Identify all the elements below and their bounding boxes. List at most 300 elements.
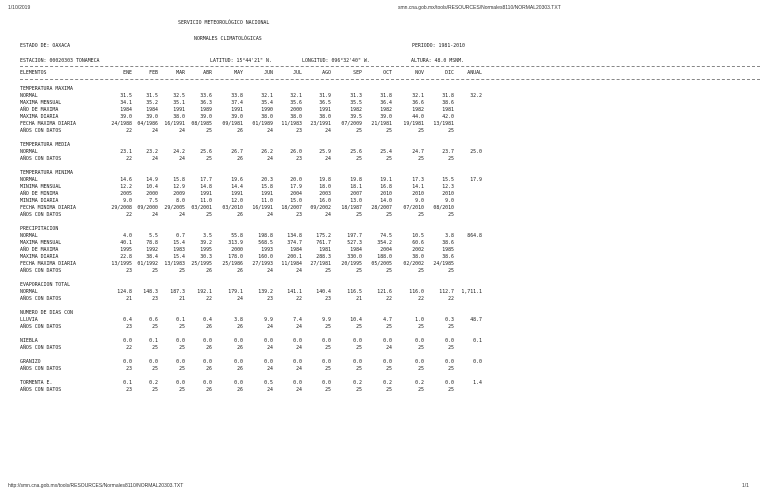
table-cell: 26 — [206, 366, 212, 372]
table-cell: 23 — [325, 296, 331, 302]
table-cell: 24 — [296, 366, 302, 372]
table-cell: 01/1989 — [252, 121, 273, 127]
table-cell: 26 — [237, 345, 243, 351]
table-cell: 0.5 — [264, 380, 273, 386]
table-cell: 0.3 — [445, 317, 454, 323]
table-cell: 0.2 — [149, 380, 158, 386]
table-cell: 13.0 — [350, 198, 362, 204]
table-cell: 25 — [206, 156, 212, 162]
table-cell: 22 — [386, 296, 392, 302]
table-cell: 24 — [267, 128, 273, 134]
column-header: SEP — [353, 70, 362, 76]
table-row — [0, 226, 768, 233]
row-label: MAXIMA DIARIA — [20, 114, 59, 120]
table-cell: 24 — [237, 296, 243, 302]
table-cell: 31.9 — [319, 93, 331, 99]
table-cell: 29/2005 — [164, 205, 185, 211]
table-cell: 25 — [356, 345, 362, 351]
table-cell: 16/1991 — [164, 121, 185, 127]
table-cell: 10.4 — [350, 317, 362, 323]
table-cell: 25 — [386, 156, 392, 162]
row-label: AÑOS CON DATOS — [20, 268, 62, 274]
row-label: AÑOS CON DATOS — [20, 387, 62, 393]
row-label: GRANIZO — [20, 359, 41, 365]
table-cell: 0.0 — [123, 359, 132, 365]
table-cell: 0.0 — [293, 359, 302, 365]
row-label: NORMAL — [20, 177, 38, 183]
table-cell: 2002 — [412, 247, 424, 253]
row-label: AÑOS CON DATOS — [20, 366, 62, 372]
table-cell: 0.0 — [264, 338, 273, 344]
table-cell: 0.0 — [445, 359, 454, 365]
table-row — [0, 261, 768, 268]
table-cell: 0.0 — [322, 338, 331, 344]
table-cell: 25/1986 — [222, 261, 243, 267]
table-cell: 60.6 — [412, 240, 424, 246]
table-cell: 25 — [418, 268, 424, 274]
table-cell: 19.8 — [319, 177, 331, 183]
table-cell: 21 — [356, 296, 362, 302]
table-cell: 25 — [325, 387, 331, 393]
table-row — [0, 352, 768, 359]
table-cell: 23/1991 — [310, 121, 331, 127]
table-cell: 3.5 — [203, 233, 212, 239]
table-cell: 28/2007 — [371, 205, 392, 211]
table-cell: 7.5 — [149, 198, 158, 204]
table-cell: 17.7 — [200, 177, 212, 183]
table-cell: 0.2 — [383, 380, 392, 386]
table-cell: 19.8 — [350, 177, 362, 183]
row-label: AÑOS CON DATOS — [20, 156, 62, 162]
table-cell: 37.4 — [231, 100, 243, 106]
table-cell: 1983 — [173, 247, 185, 253]
table-cell: 2005 — [120, 191, 132, 197]
table-cell: 25.6 — [350, 149, 362, 155]
altitude-label: ALTURA: 48.0 MSNM. — [411, 58, 464, 64]
table-cell: 15.4 — [173, 254, 185, 260]
table-cell: 24 — [267, 212, 273, 218]
row-label: MINIMA DIARIA — [20, 198, 59, 204]
table-cell: 19.1 — [380, 177, 392, 183]
table-cell: 0.4 — [123, 317, 132, 323]
table-cell: 134.8 — [287, 233, 302, 239]
table-cell: 26 — [237, 324, 243, 330]
table-cell: 24 — [296, 324, 302, 330]
table-cell: 0.0 — [234, 338, 243, 344]
table-cell: 1984 — [290, 247, 302, 253]
table-cell: 15.5 — [442, 177, 454, 183]
table-cell: 03/2010 — [222, 205, 243, 211]
table-cell: 25 — [356, 387, 362, 393]
table-row — [0, 289, 768, 296]
table-cell: 23 — [296, 212, 302, 218]
table-cell: 25 — [356, 212, 362, 218]
table-cell: 22 — [126, 345, 132, 351]
table-cell: 24 — [296, 345, 302, 351]
table-cell: 0.0 — [445, 380, 454, 386]
table-row — [0, 387, 768, 394]
table-cell: 14.8 — [200, 184, 212, 190]
table-cell: 139.2 — [258, 289, 273, 295]
table-cell: 31.8 — [442, 93, 454, 99]
table-cell: 25 — [448, 366, 454, 372]
table-cell: 1991 — [173, 107, 185, 113]
table-cell: 124.8 — [117, 289, 132, 295]
table-cell: 24 — [152, 156, 158, 162]
table-row — [0, 296, 768, 303]
table-row — [0, 268, 768, 275]
table-cell: 19.6 — [231, 177, 243, 183]
table-cell: 25 — [179, 366, 185, 372]
table-cell: 09/1981 — [222, 121, 243, 127]
table-row — [0, 247, 768, 254]
table-cell: 25 — [448, 387, 454, 393]
table-cell: 20.0 — [290, 177, 302, 183]
table-row — [0, 338, 768, 345]
table-cell: 11.0 — [200, 198, 212, 204]
table-cell: 09/2002 — [310, 205, 331, 211]
row-label: NORMAL — [20, 289, 38, 295]
row-label: AÑOS CON DATOS — [20, 212, 62, 218]
table-cell: 26.2 — [261, 149, 273, 155]
table-cell: 0.0 — [123, 338, 132, 344]
table-cell: 25 — [152, 345, 158, 351]
row-label: LLUVIA — [20, 317, 38, 323]
table-cell: 25 — [179, 268, 185, 274]
table-row — [0, 310, 768, 317]
table-cell: 23 — [126, 268, 132, 274]
table-cell: 08/1985 — [191, 121, 212, 127]
table-cell: 18/1987 — [341, 205, 362, 211]
table-cell: 05/2005 — [371, 261, 392, 267]
row-label: AÑOS CON DATOS — [20, 296, 62, 302]
table-cell: 23 — [126, 387, 132, 393]
table-row — [0, 135, 768, 142]
table-row — [0, 163, 768, 170]
table-cell: 01/1992 — [137, 261, 158, 267]
table-cell: 0.2 — [353, 380, 362, 386]
table-cell: 25 — [179, 345, 185, 351]
table-cell: 18.1 — [350, 184, 362, 190]
table-cell: 25 — [418, 156, 424, 162]
table-cell: 2004 — [380, 247, 392, 253]
table-cell: 568.5 — [258, 240, 273, 246]
table-cell: 16.8 — [380, 184, 392, 190]
table-cell: 0.2 — [415, 380, 424, 386]
table-cell: 15.0 — [290, 198, 302, 204]
table-cell: 07/2009 — [341, 121, 362, 127]
table-cell: 39.0 — [146, 114, 158, 120]
table-cell: 1993 — [261, 247, 273, 253]
table-cell: 0.1 — [176, 317, 185, 323]
row-label: NUMERO DE DIAS CON — [20, 310, 73, 316]
table-cell: 39.0 — [120, 114, 132, 120]
table-cell: 25 — [152, 366, 158, 372]
table-cell: 0.4 — [203, 317, 212, 323]
table-cell: 9.9 — [322, 317, 331, 323]
table-cell: 25 — [179, 324, 185, 330]
table-cell: 35.2 — [146, 100, 158, 106]
table-cell: 25 — [386, 387, 392, 393]
service-title: SERVICIO METEOROLÓGICO NACIONAL — [178, 20, 270, 26]
table-cell: 0.0 — [234, 359, 243, 365]
table-cell: 20.3 — [261, 177, 273, 183]
table-cell: 13/1981 — [433, 121, 454, 127]
row-label: TEMPERATURA MEDIA — [20, 142, 71, 148]
table-cell: 1985 — [442, 247, 454, 253]
table-cell: 10.4 — [146, 184, 158, 190]
table-cell: 38.6 — [442, 100, 454, 106]
table-cell: 24/1988 — [111, 121, 132, 127]
table-cell: 36.6 — [412, 100, 424, 106]
table-cell: 3.8 — [234, 317, 243, 323]
table-cell: 25.9 — [319, 149, 331, 155]
table-cell: 26 — [237, 387, 243, 393]
row-label: NORMAL — [20, 93, 38, 99]
table-cell: 864.8 — [467, 233, 482, 239]
column-header: JUN — [264, 70, 273, 76]
table-cell: 0.0 — [293, 338, 302, 344]
table-cell: 31.8 — [380, 93, 392, 99]
table-cell: 1,711.1 — [461, 289, 482, 295]
table-cell: 0.0 — [353, 359, 362, 365]
table-cell: 07/2010 — [403, 205, 424, 211]
table-cell: 313.9 — [228, 240, 243, 246]
table-cell: 30.3 — [200, 254, 212, 260]
table-cell: 25 — [206, 212, 212, 218]
table-cell: 38.6 — [442, 240, 454, 246]
table-cell: 761.7 — [316, 240, 331, 246]
table-cell: 21/1981 — [371, 121, 392, 127]
table-cell: 24 — [386, 345, 392, 351]
row-label: PRECIPITACION — [20, 226, 59, 232]
table-cell: 22 — [126, 128, 132, 134]
table-row — [0, 317, 768, 324]
table-cell: 23.7 — [442, 149, 454, 155]
table-cell: 24 — [296, 268, 302, 274]
table-row — [0, 212, 768, 219]
table-row — [0, 373, 768, 380]
table-cell: 25.4 — [380, 149, 392, 155]
table-row — [0, 170, 768, 177]
table-cell: 24 — [267, 345, 273, 351]
table-cell: 32.2 — [470, 93, 482, 99]
table-cell: 24.7 — [412, 149, 424, 155]
table-cell: 0.0 — [322, 380, 331, 386]
table-cell: 3.8 — [445, 233, 454, 239]
row-label: NORMAL — [20, 233, 38, 239]
table-cell: 0.0 — [203, 338, 212, 344]
table-cell: 32.5 — [173, 93, 185, 99]
table-cell: 25 — [386, 366, 392, 372]
row-label: TEMPERATURA MINIMA — [20, 170, 73, 176]
table-cell: 25 — [386, 212, 392, 218]
table-cell: 24 — [267, 324, 273, 330]
table-row — [0, 282, 768, 289]
column-header: FEB — [149, 70, 158, 76]
table-cell: 24 — [267, 366, 273, 372]
table-cell: 22.8 — [120, 254, 132, 260]
table-cell: 22 — [448, 296, 454, 302]
table-cell: 1991 — [231, 191, 243, 197]
table-cell: 25.6 — [200, 149, 212, 155]
row-label: FECHA MINIMA DIARIA — [20, 205, 76, 211]
row-label: AÑOS CON DATOS — [20, 324, 62, 330]
table-cell: 31.3 — [350, 93, 362, 99]
table-cell: 0.0 — [293, 380, 302, 386]
column-header: JUL — [293, 70, 302, 76]
column-header: ANUAL — [467, 70, 482, 76]
table-cell: 25 — [386, 324, 392, 330]
table-cell: 160.0 — [258, 254, 273, 260]
table-cell: 188.0 — [377, 254, 392, 260]
table-cell: 0.0 — [445, 338, 454, 344]
table-cell: 21 — [179, 296, 185, 302]
table-cell: 0.0 — [415, 338, 424, 344]
column-header-row — [0, 70, 768, 77]
table-cell: 1995 — [120, 247, 132, 253]
table-row — [0, 254, 768, 261]
table-cell: 1982 — [350, 107, 362, 113]
table-row — [0, 114, 768, 121]
table-row — [0, 198, 768, 205]
table-cell: 2009 — [173, 191, 185, 197]
table-cell: 0.0 — [383, 338, 392, 344]
page-number: 1/1 — [742, 483, 749, 489]
table-cell: 14.1 — [412, 184, 424, 190]
table-cell: 24 — [325, 156, 331, 162]
table-cell: 0.0 — [383, 359, 392, 365]
table-cell: 26 — [237, 156, 243, 162]
table-cell: 25 — [448, 324, 454, 330]
table-cell: 1.0 — [415, 317, 424, 323]
table-row — [0, 366, 768, 373]
table-cell: 7.4 — [293, 317, 302, 323]
table-cell: 29/2008 — [111, 205, 132, 211]
table-cell: 5.5 — [149, 233, 158, 239]
table-cell: 25 — [356, 268, 362, 274]
table-cell: 1984 — [146, 107, 158, 113]
table-cell: 198.8 — [258, 233, 273, 239]
table-row — [0, 100, 768, 107]
table-cell: 527.3 — [347, 240, 362, 246]
table-cell: 1984 — [120, 107, 132, 113]
table-cell: 22 — [126, 156, 132, 162]
table-cell: 33.8 — [231, 93, 243, 99]
table-cell: 39.5 — [350, 114, 362, 120]
table-cell: 74.5 — [380, 233, 392, 239]
row-label: NIEBLA — [20, 338, 38, 344]
table-cell: 116.0 — [409, 289, 424, 295]
table-cell: 24 — [267, 387, 273, 393]
table-cell: 200.1 — [287, 254, 302, 260]
table-cell: 08/2010 — [433, 205, 454, 211]
table-row — [0, 303, 768, 310]
row-label: FECHA MAXIMA DIARIA — [20, 121, 76, 127]
table-cell: 26 — [237, 268, 243, 274]
state-label: ESTADO DE: OAXACA — [20, 43, 71, 49]
row-label: AÑOS CON DATOS — [20, 345, 62, 351]
period-label: PERIODO: 1981-2010 — [412, 43, 465, 49]
row-label: TEMPERATURA MAXIMA — [20, 86, 73, 92]
table-cell: 2010 — [412, 191, 424, 197]
row-label: NORMAL — [20, 149, 38, 155]
table-cell: 175.2 — [316, 233, 331, 239]
table-cell: 14.0 — [380, 198, 392, 204]
table-row — [0, 380, 768, 387]
table-cell: 25 — [206, 128, 212, 134]
table-cell: 11.0 — [261, 198, 273, 204]
table-cell: 26.7 — [231, 149, 243, 155]
table-row — [0, 156, 768, 163]
table-cell: 24/1985 — [433, 261, 454, 267]
table-cell: 2003 — [319, 191, 331, 197]
table-cell: 17.9 — [290, 184, 302, 190]
table-cell: 39.0 — [380, 114, 392, 120]
table-cell: 2000 — [146, 191, 158, 197]
longitude-label: LONGITUD: 096°32'40" W. — [302, 58, 370, 64]
table-row — [0, 177, 768, 184]
normals-title: NORMALES CLIMATOLÓGICAS — [194, 36, 262, 42]
table-cell: 25 — [152, 324, 158, 330]
column-header: AGO — [322, 70, 331, 76]
table-cell: 1981 — [319, 247, 331, 253]
table-cell: 38.6 — [442, 254, 454, 260]
table-cell: 23 — [126, 366, 132, 372]
table-cell: 0.0 — [203, 359, 212, 365]
table-cell: 16/1991 — [252, 205, 273, 211]
header-rule-bottom — [20, 79, 760, 80]
table-cell: 20/1995 — [341, 261, 362, 267]
table-cell: 330.0 — [347, 254, 362, 260]
table-cell: 34.1 — [120, 100, 132, 106]
table-cell: 23.2 — [146, 149, 158, 155]
table-cell: 1982 — [412, 107, 424, 113]
table-row — [0, 149, 768, 156]
table-row — [0, 86, 768, 93]
table-cell: 35.6 — [290, 100, 302, 106]
table-cell: 23 — [296, 128, 302, 134]
table-cell: 31.5 — [120, 93, 132, 99]
table-cell: 15.8 — [261, 184, 273, 190]
table-cell: 22 — [296, 296, 302, 302]
table-cell: 14.6 — [120, 177, 132, 183]
table-cell: 374.7 — [287, 240, 302, 246]
table-cell: 2000 — [231, 247, 243, 253]
table-cell: 25 — [386, 268, 392, 274]
table-cell: 140.4 — [316, 289, 331, 295]
column-header: ABR — [203, 70, 212, 76]
table-cell: 12.2 — [120, 184, 132, 190]
table-cell: 36.4 — [380, 100, 392, 106]
print-url-footer: http://smn.cna.gob.mx/tools/RESOURCES/Normales8110/NORMAL20303.TXT — [8, 483, 184, 489]
row-label: EVAPORACION TOTAL — [20, 282, 71, 288]
column-header: ENE — [123, 70, 132, 76]
table-cell: 25 — [356, 366, 362, 372]
table-cell: 1.4 — [473, 380, 482, 386]
table-cell: 1995 — [200, 247, 212, 253]
table-cell: 25 — [418, 128, 424, 134]
table-cell: 0.0 — [322, 359, 331, 365]
table-cell: 24.2 — [173, 149, 185, 155]
table-cell: 42.0 — [442, 114, 454, 120]
table-cell: 15.8 — [173, 177, 185, 183]
table-cell: 178.0 — [228, 254, 243, 260]
table-cell: 25 — [418, 212, 424, 218]
table-cell: 23 — [126, 324, 132, 330]
table-cell: 1991 — [231, 107, 243, 113]
row-label: MAXIMA MENSUAL — [20, 240, 62, 246]
